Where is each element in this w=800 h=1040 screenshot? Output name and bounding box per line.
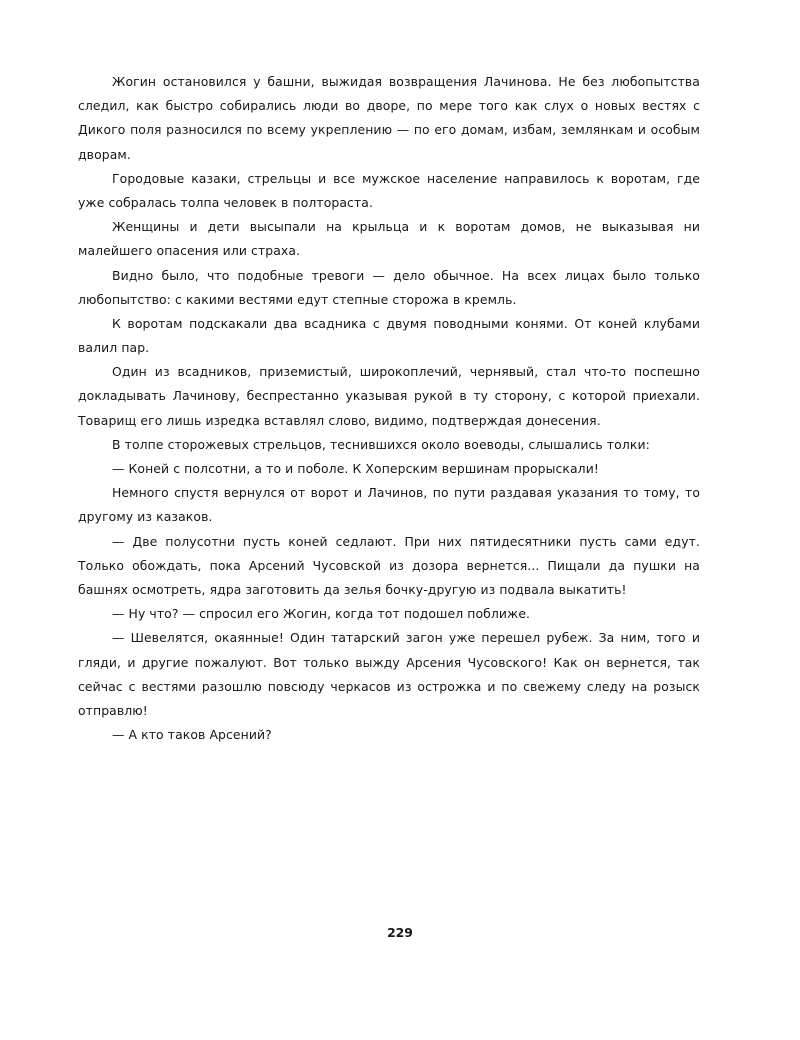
paragraph: Один из всадников, приземистый, широкоплечий, чернявый, стал что-то поспешно докладывать Лачинову, беспрестанно указывая рукой в ту сторону, с которой приехали. Товарищ его лишь изредка вставлял слово, видимо, подтверждая донесения. <box>78 364 700 428</box>
dialogue-line: — Две полусотни пусть коней седлают. При них пятидесятники пусть сами едут. Только обождать, пока Арсений Чусовской из дозора вернется... Пищали да пушки на башнях осмотреть, ядра заготовить да зелья бочку-другую из подвала выкатить! <box>78 533 700 597</box>
page-number: 229 <box>387 925 413 940</box>
dialogue-line: — А кто таков Арсений? <box>112 727 272 743</box>
dialogue-line: — Коней с полсотни, а то и поболе. К Хоперским вершинам прорыскали! <box>112 461 599 476</box>
paragraph: К воротам подскакали два всадника с двумя поводными конями. От коней клубами валил пар. <box>78 315 700 356</box>
dialogue-line: — Шевелятся, окаянные! Один татарский загон уже перешел рубеж. За ним, того и гляди, и другие пожалуют. Вот только выжду Арсения Чусовского! Как он вернется, так сейчас с вестями разошлю повсюду черкасов из острожка и по свежему следу на розыск отправлю! <box>78 630 700 718</box>
paragraph: Женщины и дети высыпали на крыльца и к воротам домов, не выказывая ни малейшего опасения или страха. <box>78 219 700 259</box>
paragraph: Жогин остановился у башни, выжидая возвращения Лачинова. Не без любопытства следил, как быстро собирались люди во дворе, по мере того как слух о новых вестях с Дикого поля разносился по всему укреплению — по его домам, избам, землянкам и особым дворам. <box>78 74 700 162</box>
page-body <box>78 70 700 747</box>
dialogue-line: — Ну что? — спросил его Жогин, когда тот подошел поближе. <box>112 606 531 622</box>
paragraph: Немного спустя вернулся от ворот и Лачинов, по пути раздавая указания то тому, то другому из казаков. <box>78 485 700 525</box>
paragraph: Видно было, что подобные тревоги — дело обычное. На всех лицах было только любопытство: с какими вестями едут степные сторожа в кремль. <box>78 267 700 307</box>
paragraph: В толпе сторожевых стрельцов, теснившихся около воеводы, слышались толки: <box>112 436 650 452</box>
paragraph: Городовые казаки, стрельцы и все мужское население направилось к воротам, где уже собралась толпа человек в полтораста. <box>78 170 700 210</box>
